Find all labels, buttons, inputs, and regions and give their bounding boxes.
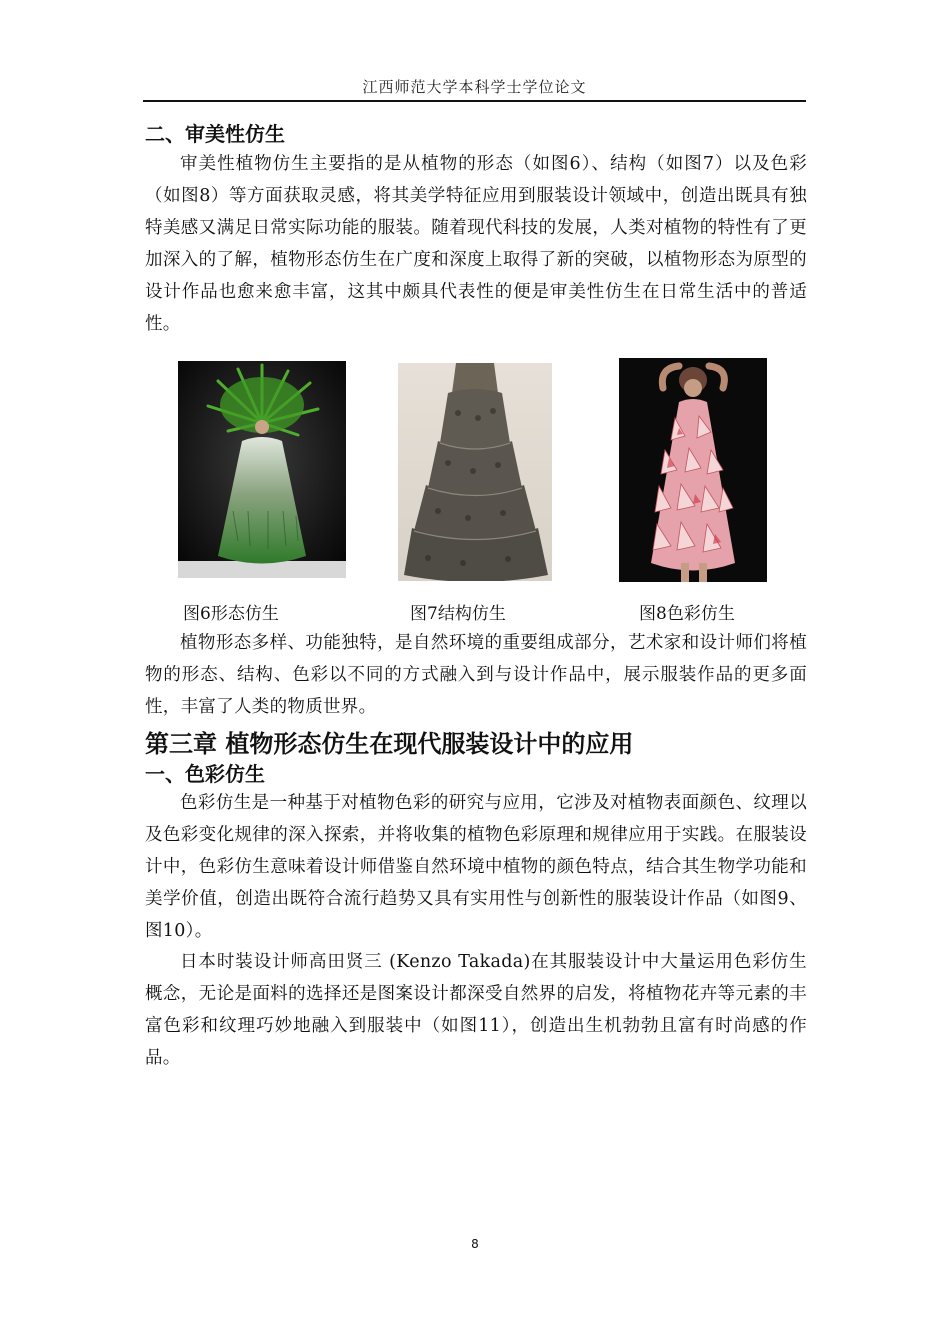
section-heading-aesthetic: 二、审美性仿生 xyxy=(145,122,285,146)
header-rule xyxy=(143,100,806,102)
paragraph-color-bionics: 色彩仿生是一种基于对植物色彩的研究与应用，它涉及对植物表面颜色、纹理以及色彩变化规律的深入探索，并将收集的植物色彩原理和规律应用于实践。在服装设计中，色彩仿生意味着设计师借鉴自然环境中植物的颜色特点，结合其生物学功能和美学价值，创造出既符合流行趋势又具有实用性与创新性的服装设计作品（如图9、图10）。 xyxy=(145,793,807,941)
paragraph-aesthetic-summary: 植物形态多样、功能独特，是自然环境的重要组成部分，艺术家和设计师们将植物的形态、结构、色彩以不同的方式融入到与设计作品中，展示服装作品的更多面性，丰富了人类的物质世界。 xyxy=(145,633,807,717)
figure-8-image xyxy=(619,358,767,582)
figure-6-image xyxy=(178,361,346,578)
figure-8-caption: 图8色彩仿生 xyxy=(639,604,735,624)
page-number: 8 xyxy=(471,1237,479,1251)
paragraph-aesthetic-intro: 审美性植物仿生主要指的是从植物的形态（如图6）、结构（如图7）以及色彩（如图8）等方面获取灵感，将其美学特征应用到服装设计领域中，创造出既具有独特美感又满足日常实际功能的服装。随着现代科技的发展，人类对植物的特性有了更加深入的了解，植物形态仿生在广度和深度上取得了新的突破，以植物形态为原型的设计作品也愈来愈丰富，这其中颇具代表性的便是审美性仿生在日常生活中的普适性。 xyxy=(145,154,807,334)
section-heading-color: 一、色彩仿生 xyxy=(145,762,265,786)
chapter-title: 第三章 植物形态仿生在现代服装设计中的应用 xyxy=(145,730,634,758)
page-header: 江西师范大学本科学士学位论文 xyxy=(362,78,587,96)
figure-7-caption: 图7结构仿生 xyxy=(410,604,506,624)
figure-6-caption: 图6形态仿生 xyxy=(183,604,279,624)
figure-7-image xyxy=(398,363,552,581)
paragraph-kenzo-takada: 日本时装设计师高田贤三 (Kenzo Takada)在其服装设计中大量运用色彩仿生概念，无论是面料的选择还是图案设计都深受自然界的启发，将植物花卉等元素的丰富色彩和纹理巧妙地融入到服装中（如图11），创造出生机勃勃且富有时尚感的作品。 xyxy=(145,952,807,1068)
